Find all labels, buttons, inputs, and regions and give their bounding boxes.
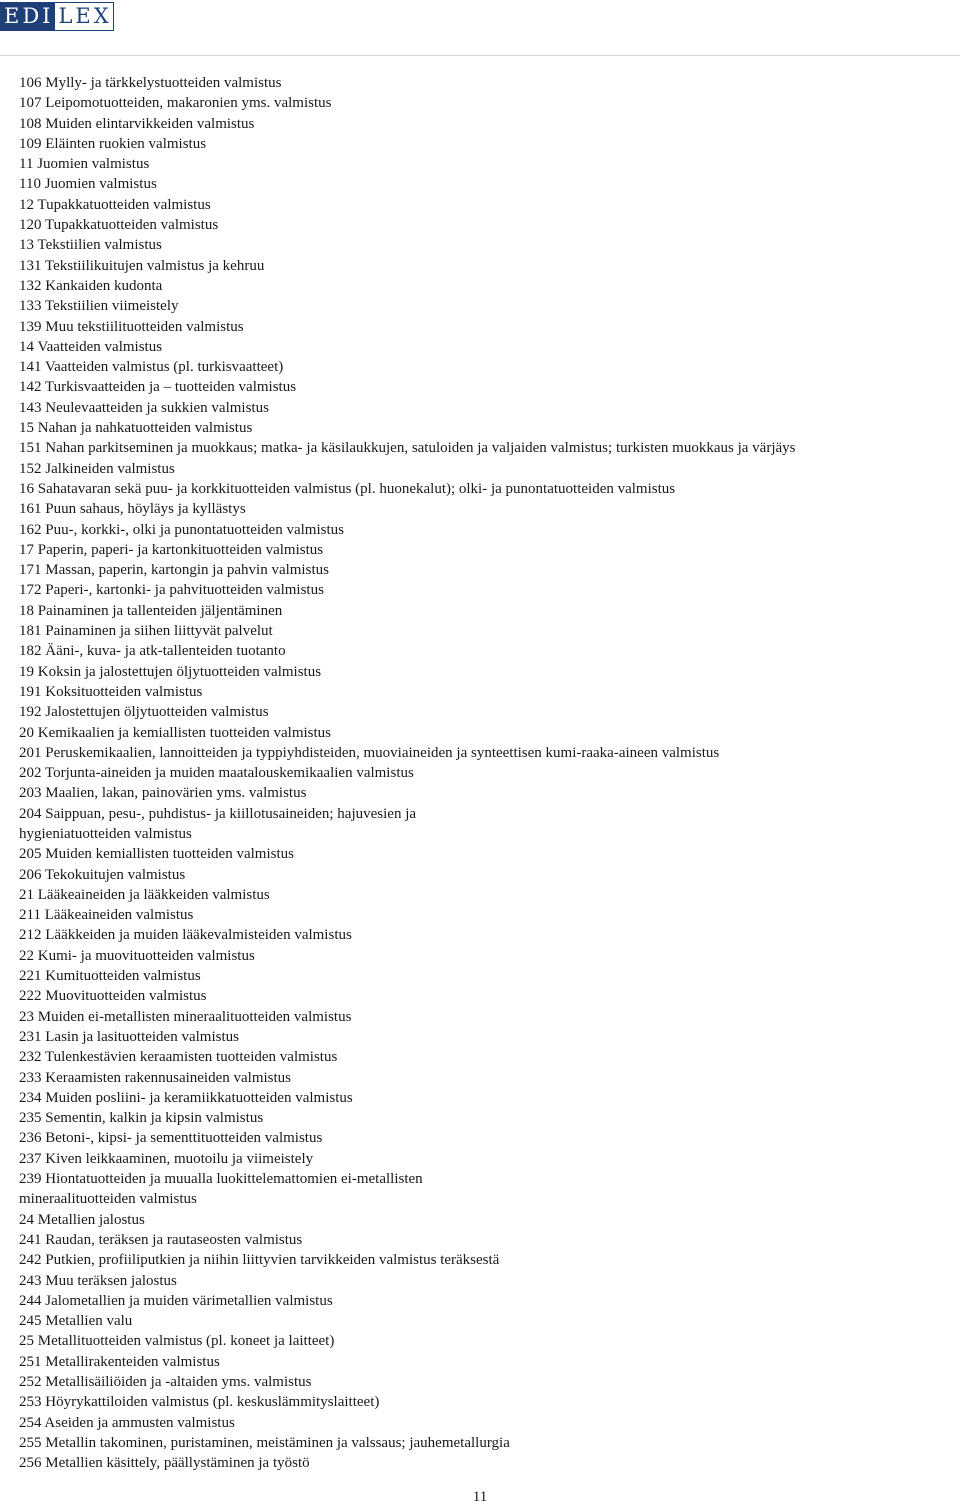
list-item: 244 Jalometallien ja muiden värimetallien valmistus	[19, 1292, 333, 1309]
list-item: mineraalituotteiden valmistus	[19, 1191, 197, 1208]
list-item: 231 Lasin ja lasituotteiden valmistus	[19, 1028, 239, 1045]
list-item: 239 Hiontatuotteiden ja muualla luokittelemattomien ei-metallisten	[19, 1171, 423, 1188]
list-item: 110 Juomien valmistus	[19, 176, 157, 193]
list-item: 191 Koksituotteiden valmistus	[19, 683, 203, 700]
edilex-logo	[0, 2, 114, 31]
list-item: 16 Sahatavaran sekä puu- ja korkkituotteiden valmistus (pl. huonekalut); olki- ja punontatuotteiden valmistus	[19, 480, 676, 497]
list-item: 172 Paperi-, kartonki- ja pahvituotteiden valmistus	[19, 582, 324, 599]
list-item: 212 Lääkkeiden ja muiden lääkevalmisteiden valmistus	[19, 927, 352, 944]
list-item: 206 Tekokuitujen valmistus	[19, 866, 186, 883]
list-item: 143 Neulevaatteiden ja sukkien valmistus	[19, 399, 269, 416]
list-item: 21 Lääkeaineiden ja lääkkeiden valmistus	[19, 886, 270, 903]
list-item: 109 Eläinten ruokien valmistus	[19, 135, 207, 152]
list-item: 203 Maalien, lakan, painovärien yms. valmistus	[19, 785, 307, 802]
page-number: 11	[472, 1489, 488, 1505]
list-item: 256 Metallien käsittely, päällystäminen ja työstö	[19, 1455, 310, 1472]
list-item: 132 Kankaiden kudonta	[19, 277, 163, 294]
list-item: 11 Juomien valmistus	[19, 156, 150, 173]
list-item: 152 Jalkineiden valmistus	[19, 460, 175, 477]
list-item: 181 Painaminen ja siihen liittyvät palvelut	[19, 623, 273, 640]
list-item: 255 Metallin takominen, puristaminen, meistäminen ja valssaus; jauhemetallurgia	[19, 1434, 510, 1451]
list-item: 106 Mylly- ja tärkkelystuotteiden valmistus	[19, 75, 282, 91]
list-item: 251 Metallirakenteiden valmistus	[19, 1353, 220, 1370]
list-item: 23 Muiden ei-metallisten mineraalituotteiden valmistus	[19, 1008, 352, 1025]
list-item: 25 Metallituotteiden valmistus (pl. koneet ja laitteet)	[19, 1333, 335, 1350]
list-item: 162 Puu-, korkki-, olki ja punontatuotteiden valmistus	[19, 521, 344, 538]
list-item: 245 Metallien valu	[19, 1313, 133, 1330]
list-item: 24 Metallien jalostus	[19, 1211, 145, 1228]
list-item: 235 Sementin, kalkin ja kipsin valmistus	[19, 1110, 264, 1127]
list-item: 241 Raudan, teräksen ja rautaseosten valmistus	[19, 1231, 303, 1248]
logo-text-dark: EDI	[1, 3, 55, 30]
list-item: 141 Vaatteiden valmistus (pl. turkisvaatteet)	[19, 359, 284, 376]
list-item: 253 Höyrykattiloiden valmistus (pl. keskuslämmityslaitteet)	[19, 1394, 380, 1411]
list-item: 205 Muiden kemiallisten tuotteiden valmistus	[19, 846, 294, 863]
list-item: 17 Paperin, paperi- ja kartonkituotteiden valmistus	[19, 541, 324, 558]
list-item: 192 Jalostettujen öljytuotteiden valmistus	[19, 704, 269, 721]
list-item: hygieniatuotteiden valmistus	[19, 825, 192, 842]
list-item: 234 Muiden posliini- ja keramiikkatuotteiden valmistus	[19, 1089, 353, 1106]
list-item: 131 Tekstiilikuitujen valmistus ja kehruu	[19, 257, 265, 274]
list-item: 13 Tekstiilien valmistus	[19, 237, 162, 254]
industry-code-list	[19, 73, 939, 1473]
list-item: 232 Tulenkestävien keraamisten tuotteiden valmistus	[19, 1049, 338, 1066]
list-item: 120 Tupakkatuotteiden valmistus	[19, 217, 219, 234]
list-item: 204 Saippuan, pesu-, puhdistus- ja kiillotusaineiden; hajuvesien ja	[19, 805, 417, 822]
list-item: 18 Painaminen ja tallenteiden jäljentäminen	[19, 602, 283, 619]
list-item: 142 Turkisvaatteiden ja – tuotteiden valmistus	[19, 379, 297, 396]
list-item: 222 Muovituotteiden valmistus	[19, 988, 207, 1005]
list-item: 202 Torjunta-aineiden ja muiden maatalouskemikaalien valmistus	[19, 765, 414, 782]
list-item: 139 Muu tekstiilituotteiden valmistus	[19, 318, 244, 335]
list-item: 22 Kumi- ja muovituotteiden valmistus	[19, 947, 255, 964]
list-item: 161 Puun sahaus, höyläys ja kyllästys	[19, 501, 246, 518]
list-item: 133 Tekstiilien viimeistely	[19, 298, 179, 315]
list-item: 12 Tupakkatuotteiden valmistus	[19, 196, 211, 213]
list-item: 107 Leipomotuotteiden, makaronien yms. valmistus	[19, 95, 332, 112]
list-item: 19 Koksin ja jalostettujen öljytuotteiden valmistus	[19, 663, 322, 680]
list-item: 237 Kiven leikkaaminen, muotoilu ja viimeistely	[19, 1150, 314, 1167]
list-item: 242 Putkien, profiiliputkien ja niihin liittyvien tarvikkeiden valmistus teräksestä	[19, 1252, 500, 1269]
list-item: 233 Keraamisten rakennusaineiden valmistus	[19, 1069, 292, 1086]
list-item: 252 Metallisäiliöiden ja -altaiden yms. valmistus	[19, 1374, 312, 1390]
list-item: 20 Kemikaalien ja kemiallisten tuotteiden valmistus	[19, 724, 332, 741]
header-divider	[0, 55, 960, 56]
list-item: 15 Nahan ja nahkatuotteiden valmistus	[19, 420, 253, 437]
list-item: 254 Aseiden ja ammusten valmistus	[19, 1414, 235, 1431]
list-item: 221 Kumituotteiden valmistus	[19, 968, 201, 985]
list-item: 236 Betoni-, kipsi- ja sementtituotteiden valmistus	[19, 1130, 323, 1147]
list-item: 151 Nahan parkitseminen ja muokkaus; matka- ja käsilaukkujen, satuloiden ja valjaiden valmistus; turkisten muokkaus ja värjäys	[19, 440, 796, 457]
list-item: 14 Vaatteiden valmistus	[19, 338, 163, 355]
list-item: 171 Massan, paperin, kartongin ja pahvin valmistus	[19, 562, 329, 579]
list-item: 211 Lääkeaineiden valmistus	[19, 907, 194, 924]
list-item: 201 Peruskemikaalien, lannoitteiden ja typpiyhdisteiden, muoviaineiden ja synteettisen kumi-raaka-aineen valmistus	[19, 744, 720, 761]
list-item: 182 Ääni-, kuva- ja atk-tallenteiden tuotanto	[19, 643, 286, 660]
list-item: 108 Muiden elintarvikkeiden valmistus	[19, 115, 255, 132]
logo-text-light: LEX	[55, 3, 112, 30]
list-item: 243 Muu teräksen jalostus	[19, 1272, 177, 1289]
